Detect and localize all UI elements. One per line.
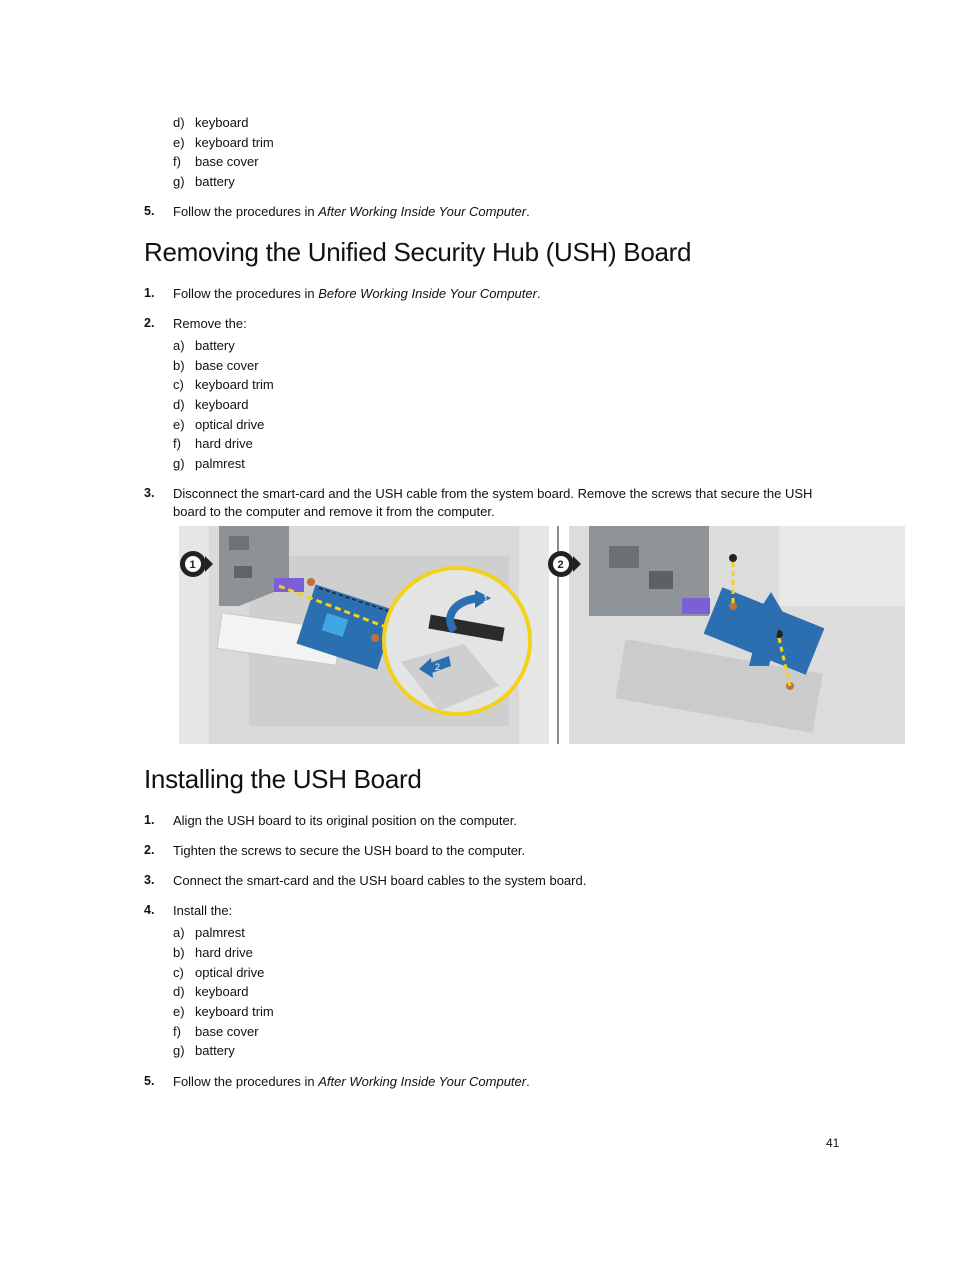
ribbon-connector bbox=[682, 598, 710, 614]
link-text: Before Working Inside Your Computer bbox=[318, 286, 537, 301]
step-number: 3. bbox=[144, 486, 155, 500]
section-title-removing: Removing the Unified Security Hub (USH) Board bbox=[144, 237, 692, 267]
list-item: a) battery bbox=[173, 338, 235, 353]
step-number: 5. bbox=[144, 204, 155, 218]
step-text: Follow the procedures in After Working Inside Your Computer. bbox=[173, 1074, 530, 1089]
list-item: f) base cover bbox=[173, 1024, 259, 1039]
screw-icon bbox=[371, 634, 379, 642]
step-text: Remove the: bbox=[173, 316, 247, 331]
list-item: e) optical drive bbox=[173, 417, 265, 432]
list-item: g) palmrest bbox=[173, 456, 245, 471]
list-item: d) keyboard bbox=[173, 397, 249, 412]
step-number: 4. bbox=[144, 903, 155, 917]
list-item: d) keyboard bbox=[173, 984, 249, 999]
step-number: 1. bbox=[144, 286, 155, 300]
callout-number: 2 bbox=[557, 559, 564, 571]
list-item: b) hard drive bbox=[173, 945, 253, 960]
step-text: Connect the smart-card and the USH board cables to the system board. bbox=[173, 873, 587, 888]
list-item: b) base cover bbox=[173, 358, 259, 373]
step-text: Align the USH board to its original position on the computer. bbox=[173, 813, 517, 828]
step-text: Follow the procedures in After Working Inside Your Computer. bbox=[173, 204, 530, 219]
list-item: f) hard drive bbox=[173, 436, 253, 451]
board-component bbox=[229, 536, 249, 550]
page-number: 41 bbox=[826, 1136, 840, 1150]
list-item: g) battery bbox=[173, 174, 235, 189]
step-number: 2. bbox=[144, 843, 155, 857]
list-item: e) keyboard trim bbox=[173, 135, 274, 150]
arrow-label: 1 bbox=[483, 594, 489, 605]
step-number: 3. bbox=[144, 873, 155, 887]
illustration-svg bbox=[179, 526, 905, 744]
step-number: 1. bbox=[144, 813, 155, 827]
step-number: 2. bbox=[144, 316, 155, 330]
link-text: After Working Inside Your Computer bbox=[318, 1074, 527, 1089]
callout-number: 1 bbox=[189, 559, 196, 571]
list-item: c) optical drive bbox=[173, 965, 265, 980]
link-text: After Working Inside Your Computer bbox=[318, 204, 527, 219]
board-component bbox=[609, 546, 639, 568]
screw-icon bbox=[307, 578, 315, 586]
ush-removal-illustration bbox=[179, 526, 905, 744]
board-component bbox=[234, 566, 252, 578]
list-item: c) keyboard trim bbox=[173, 377, 274, 392]
list-item: d) keyboard bbox=[173, 115, 249, 130]
step-text: Tighten the screws to secure the USH board to the computer. bbox=[173, 843, 526, 858]
list-item: e) keyboard trim bbox=[173, 1004, 274, 1019]
list-item: f) base cover bbox=[173, 154, 259, 169]
step-text: Install the: bbox=[173, 903, 233, 918]
screw-icon bbox=[729, 554, 737, 562]
step-text: board to the computer and remove it from the computer. bbox=[173, 504, 495, 519]
chassis-wall bbox=[779, 526, 905, 606]
list-item: a) palmrest bbox=[173, 925, 245, 940]
list-item: g) battery bbox=[173, 1043, 235, 1058]
step-number: 5. bbox=[144, 1074, 155, 1088]
arrow-label: 2 bbox=[435, 662, 441, 672]
section-title-installing: Installing the USH Board bbox=[144, 764, 422, 794]
step-text: Disconnect the smart-card and the USH cable from the system board. Remove the screws that secure the USH bbox=[173, 486, 813, 501]
board-component bbox=[649, 571, 673, 589]
step-text: Follow the procedures in Before Working Inside Your Computer. bbox=[173, 286, 541, 301]
